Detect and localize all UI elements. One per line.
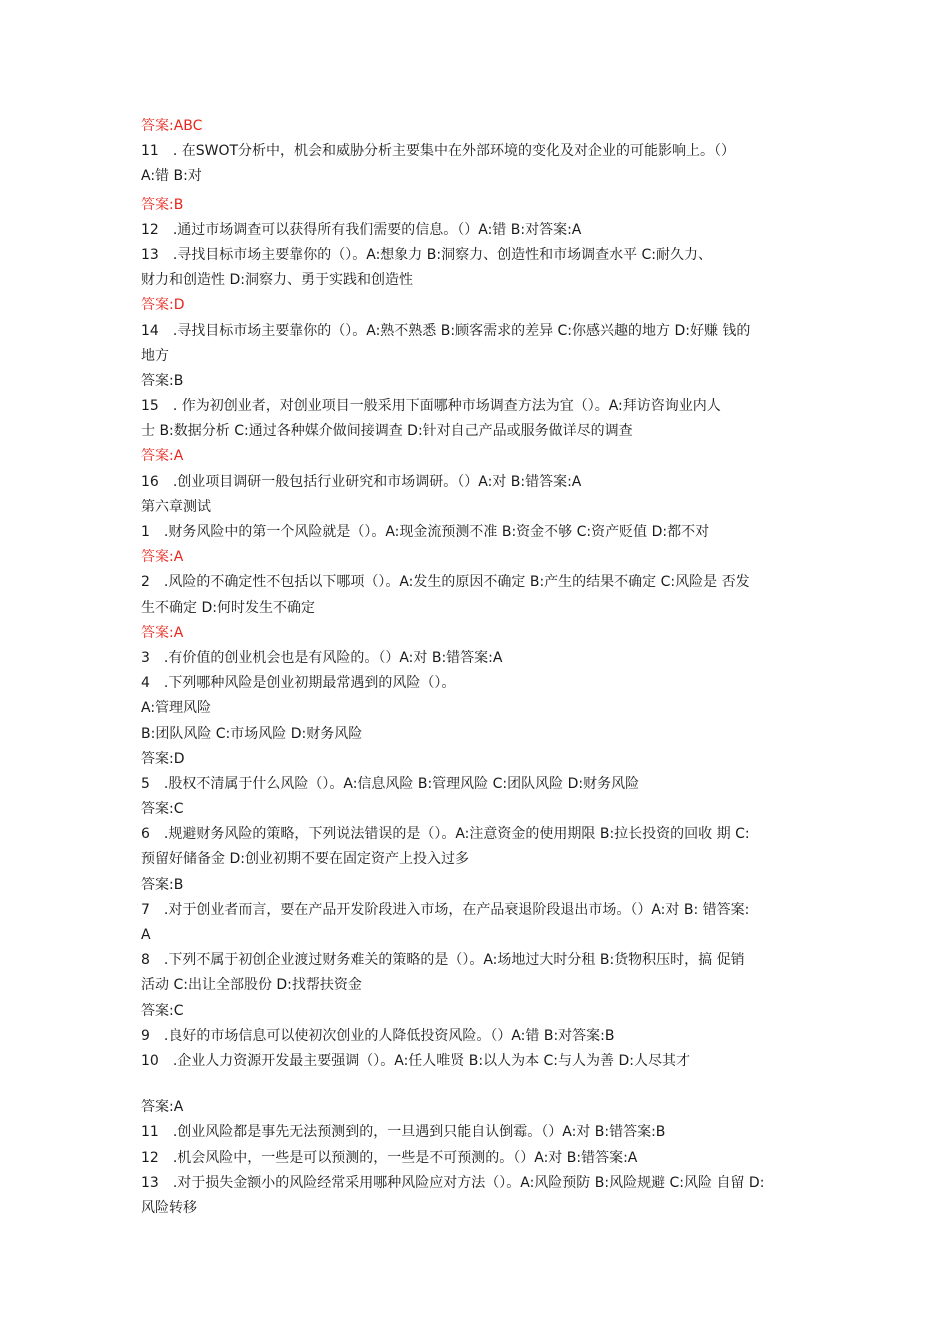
question-line: 10 .企业人力资源开发最主要强调（）。A:任人唯贤 B:以人为本 C:与人为善 D:人尽其才: [141, 1052, 690, 1069]
chapter-heading: 第六章测试: [141, 498, 211, 515]
text-line: 生不确定 D:何时发生不确定: [141, 599, 315, 616]
question-line: 11 .创业风险都是事先无法预测到的，一旦遇到只能自认倒霉。（）A:对 B:错答案:B: [141, 1124, 666, 1141]
text-line: A:错 B:对: [141, 168, 202, 185]
answer-line: 答案:B: [141, 196, 184, 213]
answer-line: 答案:A: [141, 624, 184, 641]
text-line: A: [141, 927, 151, 943]
question-line: 5 .股权不清属于什么风险（）。A:信息风险 B:管理风险 C:团队风险 D:财务风险: [141, 775, 640, 792]
text-line: A:管理风险: [141, 700, 212, 717]
question-line: 13 .对于损失金额小的风险经常采用哪种风险应对方法（）。A:风险预防 B:风险规避 C:风险 自留 D:: [141, 1174, 765, 1191]
answer-line: 答案:A: [141, 1099, 184, 1116]
text-line: 活动 C:出让全部股份 D:找帮扶资金: [141, 977, 362, 994]
answer-line: 答案:ABC: [141, 118, 203, 134]
question-line: 11 . 在SWOT分析中，机会和威胁分析主要集中在外部环境的变化及对企业的可能影响上。（）: [141, 143, 736, 160]
question-line: 15 . 作为初创业者，对创业项目一般采用下面哪种市场调查方法为宜（）。A:拜访咨询业内人: [141, 398, 721, 415]
question-line: 9 .良好的市场信息可以使初次创业的人降低投资风险。（）A:错 B:对答案:B: [141, 1027, 615, 1044]
answer-line: 答案:B: [141, 372, 184, 389]
answer-line: 答案:B: [141, 876, 184, 893]
text-line: 财力和创造性 D:洞察力、勇于实践和创造性: [141, 272, 413, 289]
text-line: B:团队风险 C:市场风险 D:财务风险: [141, 725, 363, 742]
question-line: 2 .风险的不确定性不包括以下哪项（）。A:发生的原因不确定 B:产生的结果不确定 C:风险是 否发: [141, 574, 750, 591]
question-line: 12 .机会风险中，一些是可以预测的，一些是不可预测的。（）A:对 B:错答案:A: [141, 1149, 638, 1166]
text-line: 预留好储备金 D:创业初期不要在固定资产上投入过多: [141, 851, 469, 868]
question-line: 1 .财务风险中的第一个风险就是（）。A:现金流预测不准 B:资金不够 C:资产贬值 D:都不对: [141, 524, 710, 540]
question-line: 4 .下列哪种风险是创业初期最常遇到的风险（）。: [141, 675, 456, 692]
text-line: 风险转移: [141, 1199, 197, 1216]
question-line: 6 .规避财务风险的策略，下列说法错误的是（）。A:注意资金的使用期限 B:拉长投资的回收 期 C:: [141, 826, 750, 843]
question-line: 8 .下列不属于初创企业渡过财务难关的策略的是（）。A:场地过大时分租 B:货物积压时，搞 促销: [141, 952, 745, 969]
question-line: 13 .寻找目标市场主要靠你的（）。A:想象力 B:洞察力、创造性和市场调查水平 C:耐久力、: [141, 246, 713, 263]
answer-line: 答案:A: [141, 549, 184, 566]
question-line: 7 .对于创业者而言，要在产品开发阶段进入市场，在产品衰退阶段退出市场。（）A:对 B: 错答案:: [141, 901, 750, 918]
answer-line: 答案:D: [141, 750, 185, 767]
question-line: 14 .寻找目标市场主要靠你的（）。A:熟不熟悉 B:顾客需求的差异 C:你感兴趣的地方 D:好赚 钱的: [141, 322, 751, 339]
text-line: 士 B:数据分析 C:通过各种媒介做间接调查 D:针对自己产品或服务做详尽的调查: [141, 423, 633, 440]
question-line: 12 .通过市场调查可以获得所有我们需要的信息。（）A:错 B:对答案:A: [141, 221, 582, 238]
answer-line: 答案:C: [141, 801, 184, 818]
question-line: 16 .创业项目调研一般包括行业研究和市场调研。（）A:对 B:错答案:A: [141, 473, 582, 490]
text-line: 地方: [141, 347, 169, 364]
document-page: [141, 114, 841, 1221]
question-line: 3 .有价值的创业机会也是有风险的。（）A:对 B:错答案:A: [141, 649, 503, 666]
answer-line: 答案:D: [141, 297, 185, 314]
answer-line: 答案:C: [141, 1002, 184, 1019]
answer-line: 答案:A: [141, 448, 184, 465]
